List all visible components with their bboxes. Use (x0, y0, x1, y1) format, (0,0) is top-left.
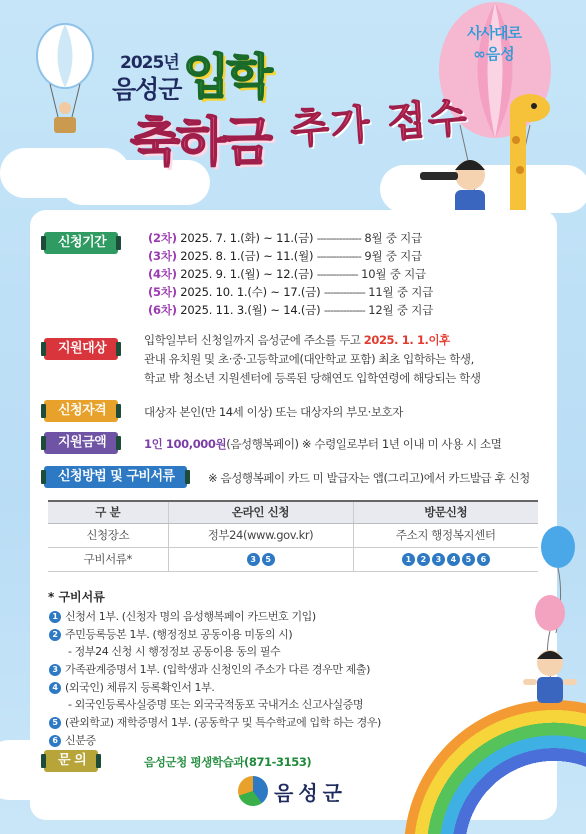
schedule-payment: 8월 중 지급 (364, 231, 422, 245)
target-line1-text: 입학일부터 신청일까지 음성군에 주소를 두고 (144, 333, 364, 347)
schedule-dash: ------------- (316, 267, 358, 281)
doc-number-badge: 5 (262, 553, 275, 566)
method-note: ※ 음성행복페이 카드 미 발급자는 앱(그리고)에서 카드발급 후 신청 (208, 471, 530, 485)
documents-title: * 구비서류 (48, 590, 105, 604)
qualification-text: 대상자 본인(만 14세 이상) 또는 대상자의 부모·보호자 (144, 405, 403, 419)
doc-number-badge: 5 (462, 553, 475, 566)
document-item (48, 714, 381, 730)
doc-number-badge: 2 (49, 629, 61, 641)
doc-number-badge: 3 (247, 553, 260, 566)
table-row (48, 523, 538, 547)
schedule-date: 2025. 8. 1.(금) ~ 11.(월) (180, 249, 314, 263)
label-amount: 지원금액 (44, 432, 118, 454)
slogan-line2: ∞음성 (473, 45, 515, 63)
target-date-highlight: 2025. 1. 1.이후 (363, 333, 450, 347)
schedule-date: 2025. 10. 1.(수) ~ 17.(금) (180, 285, 321, 299)
document-subitem: - 정부24 신청 시 행정정보 공동이용 동의 필수 (68, 645, 281, 658)
header-title-additional: 추가 접수 (288, 94, 471, 154)
hot-air-balloon-left-icon (30, 22, 100, 142)
schedule-dash: -------------- (316, 231, 361, 245)
table-cell: 주소지 행정복지센터 (353, 523, 538, 547)
table-header: 방문신청 (353, 501, 538, 523)
target-line1 (144, 332, 450, 348)
schedule-dash: ------------- (323, 303, 365, 317)
schedule-round: (4차) (148, 267, 177, 281)
target-line2: 관내 유치원 및 초·중·고등학교에(대안학교 포함) 최초 입학하는 학생, (144, 352, 474, 366)
application-table (48, 500, 538, 572)
amount-value: 1인 100,000원 (144, 437, 227, 451)
document-text: (외국인) 체류지 등록확인서 1부. (65, 681, 215, 694)
schedule-round: (3차) (148, 249, 177, 263)
schedule-payment: 9월 중 지급 (364, 249, 422, 263)
label-inquiry: 문 의 (44, 750, 98, 772)
document-item (48, 661, 370, 677)
document-text: 주민등록등본 1부. (행정정보 공동이용 미동의 시) (65, 628, 293, 641)
table-cell: 신청장소 (48, 523, 168, 547)
county-name: 음성군 (274, 780, 347, 805)
amount-note: (음성행복페이) ※ 수령일로부터 1년 이내 미 사용 시 소멸 (226, 437, 502, 451)
doc-number-badge: 4 (49, 682, 61, 694)
label-eligibility: 지원대상 (44, 338, 118, 360)
doc-number-badge: 6 (477, 553, 490, 566)
schedule-date: 2025. 9. 1.(월) ~ 12.(금) (180, 267, 314, 281)
doc-number-badge: 3 (432, 553, 445, 566)
schedule-dash: -------------- (316, 249, 361, 263)
header-county: 음성군 (112, 75, 182, 104)
label-method-documents: 신청방법 및 구비서류 (44, 466, 187, 488)
amount-text (144, 436, 501, 452)
schedule-round: (5차) (148, 285, 177, 299)
doc-number-badge: 1 (402, 553, 415, 566)
doc-number-badge: 1 (49, 611, 61, 623)
table-cell: 구비서류* (48, 547, 168, 571)
header-year: 2025년 (120, 53, 179, 73)
table-cell-visit-docs (353, 547, 538, 571)
document-text: 신청서 1부. (신청자 명의 음성행복페이 카드번호 기입) (65, 610, 316, 623)
table-header: 구 분 (48, 501, 168, 523)
schedule-row (148, 302, 433, 318)
schedule-row (148, 230, 422, 246)
schedule-row (148, 266, 426, 282)
doc-number-badge: 2 (417, 553, 430, 566)
county-logo (238, 776, 347, 806)
document-item (48, 732, 96, 748)
schedule-dash: ------------- (323, 285, 365, 299)
doc-number-badge: 4 (447, 553, 460, 566)
document-item (48, 608, 316, 624)
schedule-round: (6차) (148, 303, 177, 317)
header-title-admission: 입학 (183, 49, 270, 105)
schedule-row (148, 284, 433, 300)
schedule-date: 2025. 7. 1.(화) ~ 11.(금) (180, 231, 314, 245)
table-header: 온라인 신청 (168, 501, 353, 523)
document-item (48, 679, 214, 695)
doc-number-badge: 5 (49, 717, 61, 729)
child-on-rainbow-icon (515, 645, 585, 715)
table-row (48, 547, 538, 571)
schedule-payment: 12월 중 지급 (368, 303, 434, 317)
county-emblem-icon (238, 776, 268, 806)
inquiry-contact: 음성군청 평생학습과(871-3153) (144, 755, 312, 769)
header-title-congratulation: 축하금 (130, 113, 269, 173)
document-text: (관외학교) 재학증명서 1부. (공동학구 및 특수학교에 입학 하는 경우) (65, 716, 381, 729)
document-text: 신분증 (65, 734, 96, 747)
slogan-line1: 사사대로 (467, 24, 521, 42)
schedule-round: (2차) (148, 231, 177, 245)
target-line3: 학교 밖 청소년 지원센터에 등록된 당해연도 입학연령에 해당되는 학생 (144, 371, 481, 385)
schedule-payment: 11월 중 지급 (368, 285, 434, 299)
doc-number-badge: 3 (49, 664, 61, 676)
label-qualification: 신청자격 (44, 400, 118, 422)
document-item (48, 626, 292, 642)
table-header-row (48, 501, 538, 523)
schedule-date: 2025. 11. 3.(월) ~ 14.(금) (180, 303, 321, 317)
table-cell: 정부24(www.gov.kr) (168, 523, 353, 547)
document-text: 가족관계증명서 1부. (입학생과 신청인의 주소가 다른 경우만 제출) (65, 663, 371, 676)
document-subitem: - 외국인등록사실증명 또는 외국국적동포 국내거소 신고사실증명 (68, 698, 364, 711)
label-application-period: 신청기간 (44, 232, 118, 254)
table-cell-online-docs (168, 547, 353, 571)
schedule-row (148, 248, 422, 264)
doc-number-badge: 6 (49, 735, 61, 747)
schedule-payment: 10월 중 지급 (361, 267, 426, 281)
slogan-logo (458, 22, 530, 64)
